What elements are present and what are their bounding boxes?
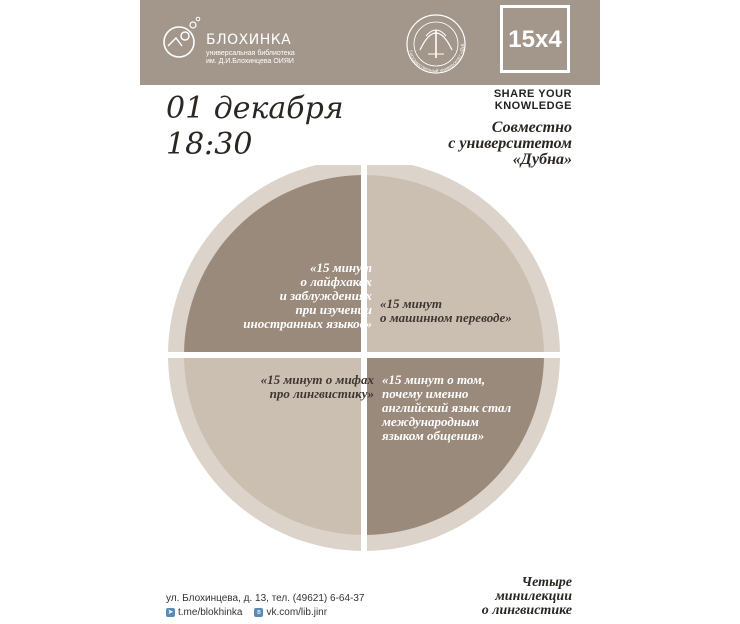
brand-15x4-text: 15x4 bbox=[508, 26, 562, 53]
library-subtitle-line: универсальная библиотека bbox=[206, 50, 295, 57]
library-logo[interactable] bbox=[162, 12, 302, 72]
svg-text:Государственный университет «Д bbox=[398, 6, 465, 73]
share-line: SHARE YOUR bbox=[493, 88, 572, 100]
joint-line: «Дубна» bbox=[512, 151, 572, 168]
summary-line: о лингвистике bbox=[481, 603, 572, 618]
poster bbox=[140, 0, 600, 624]
share-line: KNOWLEDGE bbox=[494, 100, 572, 112]
lecture-line: «15 минут bbox=[380, 296, 442, 311]
library-subtitle-line: им. Д.И.Блохинцева ОИЯИ bbox=[206, 58, 294, 65]
lecture-line: английский язык стал bbox=[382, 400, 512, 415]
event-date: 01 декабря bbox=[166, 91, 344, 126]
lecture-line: при изучении bbox=[295, 302, 372, 317]
lecture-line: почему именно bbox=[382, 386, 469, 401]
lecture-line: о машинном переводе» bbox=[380, 310, 512, 325]
lecture-machine-translation bbox=[380, 297, 512, 325]
vk-link[interactable] bbox=[254, 606, 327, 620]
university-emblem-text: Государственный университет «Дуб bbox=[407, 43, 466, 74]
contacts bbox=[166, 592, 365, 620]
university-emblem[interactable] bbox=[398, 6, 474, 86]
library-name: БЛОХИНКА bbox=[206, 32, 292, 48]
vk-url: vk.com/lib.jinr bbox=[266, 607, 328, 618]
joint-line: Совместно bbox=[491, 119, 572, 136]
lecture-line: «15 минут bbox=[310, 260, 372, 275]
lecture-line: и заблуждениях bbox=[279, 288, 372, 303]
lectures-circle-graphic bbox=[154, 165, 574, 555]
vk-icon: в bbox=[254, 608, 263, 617]
event-time: 18:30 bbox=[166, 127, 253, 162]
telegram-link[interactable] bbox=[166, 606, 242, 620]
summary bbox=[482, 576, 572, 618]
lecture-line: «15 минут о мифах bbox=[260, 372, 374, 387]
address: ул. Блохинцева, д. 13, тел. (49621) 6-64-37 bbox=[166, 593, 365, 604]
lecture-line: о лайфхаках bbox=[300, 274, 372, 289]
university-emblem-icon bbox=[398, 6, 474, 82]
lecture-line: языком общения» bbox=[382, 428, 485, 443]
joint-with-university bbox=[448, 120, 572, 168]
summary-line: минилекции bbox=[495, 589, 572, 604]
brand-15x4-logo[interactable] bbox=[500, 5, 570, 73]
joint-line: с университетом bbox=[448, 135, 572, 152]
quadrant-top-right bbox=[364, 175, 544, 355]
lecture-line: «15 минут о том, bbox=[382, 372, 486, 387]
lecture-english bbox=[382, 373, 511, 443]
library-subtitle bbox=[206, 50, 316, 66]
lecture-myths bbox=[214, 373, 374, 401]
lecture-lifehacks bbox=[222, 261, 372, 331]
telegram-icon: ➤ bbox=[167, 608, 174, 616]
lectures-circle bbox=[154, 165, 574, 555]
share-knowledge-tagline bbox=[494, 88, 572, 112]
lecture-line: про лингвистику» bbox=[269, 386, 374, 401]
header-band bbox=[140, 0, 600, 85]
telegram-url: t.me/blokhinka bbox=[178, 607, 243, 618]
library-logo-icon bbox=[162, 16, 202, 62]
summary-line: Четыре bbox=[521, 575, 572, 590]
social-links bbox=[166, 606, 365, 620]
lecture-line: иностранных языков» bbox=[243, 316, 372, 331]
lecture-line: международным bbox=[382, 414, 479, 429]
